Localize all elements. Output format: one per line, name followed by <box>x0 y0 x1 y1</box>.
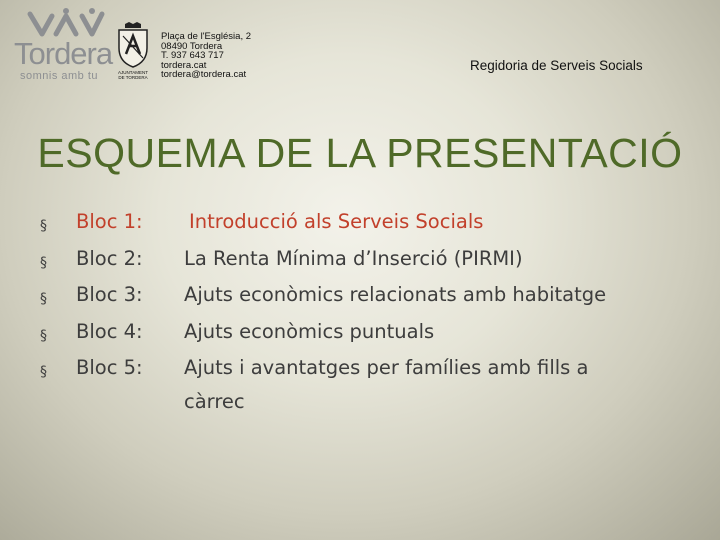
contact-address <box>161 32 251 80</box>
agenda-item-label: Bloc 5: <box>76 356 143 379</box>
agenda-item-text: La Renta Mínima d’Inserció (PIRMI) <box>184 246 523 270</box>
department-name: Regidoria de Serveis Socials <box>470 58 643 73</box>
bullet-icon: § <box>40 327 47 344</box>
tordera-logo-mark-icon <box>26 8 108 38</box>
crest-caption <box>113 70 153 80</box>
email-line: tordera@tordera.cat <box>161 69 247 81</box>
address-line: 08490 Tordera <box>161 40 223 52</box>
agenda-item-text: Introducció als Serveis Socials <box>189 210 484 233</box>
crest-caption-line: DE TORDERA <box>118 75 148 80</box>
slide-title: ESQUEMA DE LA PRESENTACIÓ <box>37 130 683 176</box>
agenda-item-text-continued: càrrec <box>184 390 245 413</box>
agenda-item-text: Ajuts econòmics puntuals <box>184 319 435 343</box>
agenda-item-label: Bloc 2: <box>76 246 143 270</box>
agenda-item-text: Ajuts i avantatges per famílies amb fills a <box>184 356 589 379</box>
agenda-item-label: Bloc 1: <box>76 210 143 233</box>
website-line: tordera.cat <box>161 59 207 71</box>
bullet-icon: § <box>40 218 47 234</box>
municipal-crest <box>113 22 153 92</box>
logo-tagline: somnis amb tu <box>20 70 99 82</box>
agenda-item-label: Bloc 3: <box>76 283 143 306</box>
tordera-logo <box>14 8 118 82</box>
bullet-icon: § <box>40 364 47 380</box>
phone-line: T. 937 643 717 <box>161 50 224 62</box>
bullet-icon: § <box>40 254 47 271</box>
agenda-item-text: Ajuts econòmics relacionats amb habitatge <box>184 283 607 306</box>
logo-name: Tordera <box>14 36 113 71</box>
crest-caption-line: AJUNTAMENT <box>118 70 148 75</box>
address-line: Plaça de l'Església, 2 <box>161 31 252 42</box>
agenda-item-label: Bloc 4: <box>76 319 143 343</box>
bullet-icon: § <box>40 291 47 307</box>
crest-shield-icon <box>113 22 153 68</box>
slide-header <box>0 0 720 90</box>
